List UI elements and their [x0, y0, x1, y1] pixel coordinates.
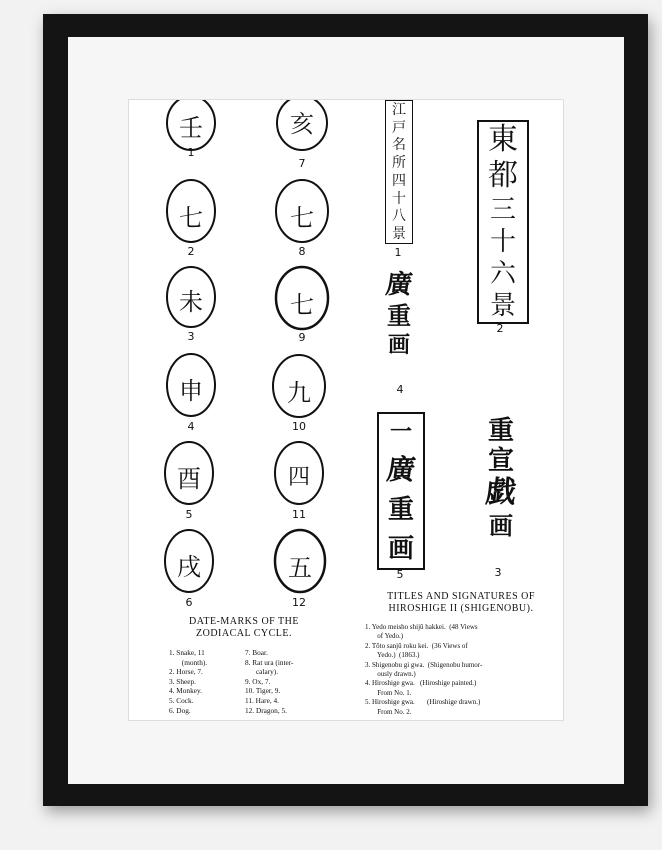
signature-char: 画: [387, 332, 410, 358]
signature-char: 廣: [384, 452, 418, 486]
seal-glyph: 七: [179, 204, 203, 232]
cartouche-char: 八: [392, 208, 406, 225]
seal-glyph: 七: [290, 291, 314, 319]
list-item: (month).: [169, 657, 208, 667]
seal-glyph: 五: [288, 554, 312, 582]
list-item: 11. Hare, 4.: [245, 695, 279, 705]
cartouche-char: 所: [392, 155, 406, 172]
seal-num-9: 9: [298, 331, 306, 344]
seal-5: [163, 440, 215, 506]
seal-8: [274, 178, 330, 244]
signature-char: 宣: [487, 446, 514, 476]
seal-6: [163, 528, 215, 594]
title-num-3: 3: [494, 566, 502, 579]
seal-7: [275, 99, 329, 152]
date-marks-heading: DATE-MARKS OF THE ZODIACAL CYCLE.: [189, 616, 299, 639]
signature-char: 重: [387, 301, 411, 330]
title-num-1: 1: [394, 246, 402, 259]
seal-num-10: 10: [292, 420, 306, 433]
signature-char: 画: [489, 511, 513, 540]
signatures-list: [365, 623, 561, 717]
list-item: calary).: [245, 667, 279, 677]
seal-num-2: 2: [187, 245, 195, 258]
seal-12: [273, 528, 327, 594]
seal-num-8: 8: [298, 245, 306, 258]
list-item: 12. Dragon, 5.: [245, 705, 287, 715]
cartouche-char: 名: [392, 137, 406, 154]
seal-3: [165, 265, 217, 329]
signature-cartouche-5: [377, 412, 425, 570]
signature-char: 重: [387, 494, 414, 525]
seal-num-6: 6: [185, 596, 193, 609]
list-item: 7. Boar.: [245, 648, 268, 657]
cartouche-char: 十: [392, 190, 406, 207]
date-marks-list-left: [169, 648, 244, 715]
seal-num-7: 7: [298, 157, 306, 170]
list-item: 5. Hiroshige gwa. (Hiroshige drawn.): [365, 698, 481, 707]
list-item: 10. Tiger, 9.: [245, 686, 281, 696]
seal-10: [271, 353, 327, 419]
seal-glyph: 戌: [177, 553, 201, 581]
signature-char: 戯: [484, 475, 518, 510]
signature-char: 画: [387, 533, 414, 564]
cartouche-char: 東: [488, 122, 518, 157]
seal-num-11: 11: [292, 508, 306, 521]
title-cartouche-2: [477, 120, 529, 324]
signature-char: 廣: [383, 270, 415, 300]
title-num-4: 4: [396, 383, 404, 396]
list-item: From No. 2.: [365, 707, 412, 716]
seal-glyph: 壬: [179, 114, 203, 142]
seal-glyph: 申: [179, 377, 203, 405]
signature-3: [481, 418, 521, 538]
seal-11: [273, 440, 325, 506]
seal-1: [165, 99, 217, 152]
list-item: 2. Horse, 7.: [169, 667, 203, 677]
print-page: [128, 99, 564, 721]
seal-glyph: 亥: [290, 110, 314, 138]
seal-num-3: 3: [187, 330, 195, 343]
cartouche-char: 三: [489, 195, 516, 225]
list-item: of Yedo.): [365, 632, 404, 641]
seal-2: [165, 178, 217, 244]
seal-glyph: 酉: [177, 465, 201, 493]
seal-num-1: 1: [187, 146, 195, 159]
title-num-2: 2: [496, 322, 504, 335]
title-cartouche-1: [385, 100, 413, 244]
title-num-5: 5: [396, 568, 404, 581]
cartouche-char: 景: [489, 291, 516, 321]
list-item: From No. 1.: [365, 688, 412, 697]
signatures-heading: TITLES AND SIGNATURES OF HIROSHIGE II (SHIGENOBU).: [387, 591, 535, 614]
seal-num-5: 5: [185, 508, 193, 521]
cartouche-char: 四: [392, 172, 406, 189]
seal-4: [165, 352, 217, 418]
cartouche-char: 江: [392, 101, 406, 118]
list-item: 2. Tōto sanjū roku kei. (36 Views of: [365, 641, 468, 650]
list-item: 1. Snake, 11: [169, 648, 205, 657]
seal-9: [274, 265, 330, 331]
signature-4: [383, 272, 415, 356]
list-item: 3. Shigenobu gi gwa. (Shigenobu humor-: [365, 660, 483, 669]
signature-char: 重: [487, 416, 514, 446]
seal-glyph: 九: [287, 379, 311, 407]
cartouche-char: 都: [488, 158, 518, 193]
list-item: 9. Ox, 7.: [245, 676, 271, 686]
list-item: 1. Yedo meisho shijū hakkei. (48 Views: [365, 623, 478, 631]
list-item: 4. Monkey.: [169, 686, 202, 696]
cartouche-char: 景: [392, 226, 406, 243]
cartouche-char: 六: [489, 259, 516, 289]
list-item: 3. Sheep.: [169, 676, 196, 686]
list-item: ously drawn.): [365, 670, 416, 679]
cartouche-char: 戸: [392, 119, 406, 136]
cartouche-char: 十: [489, 227, 516, 257]
list-item: Yedo.) (1863.): [365, 651, 420, 660]
seal-glyph: 四: [287, 465, 310, 490]
seal-glyph: 未: [179, 288, 203, 316]
list-item: 5. Cock.: [169, 695, 194, 705]
date-marks-list-right: [245, 648, 335, 715]
seal-num-12: 12: [292, 596, 306, 609]
list-item: 4. Hiroshige gwa. (Hiroshige painted.): [365, 679, 477, 688]
list-item: 8. Rat ura (inter-: [245, 657, 294, 667]
seal-glyph: 七: [290, 204, 314, 232]
seal-num-4: 4: [187, 420, 195, 433]
list-item: 6. Dog.: [169, 705, 191, 715]
signature-char: 一: [389, 418, 412, 445]
